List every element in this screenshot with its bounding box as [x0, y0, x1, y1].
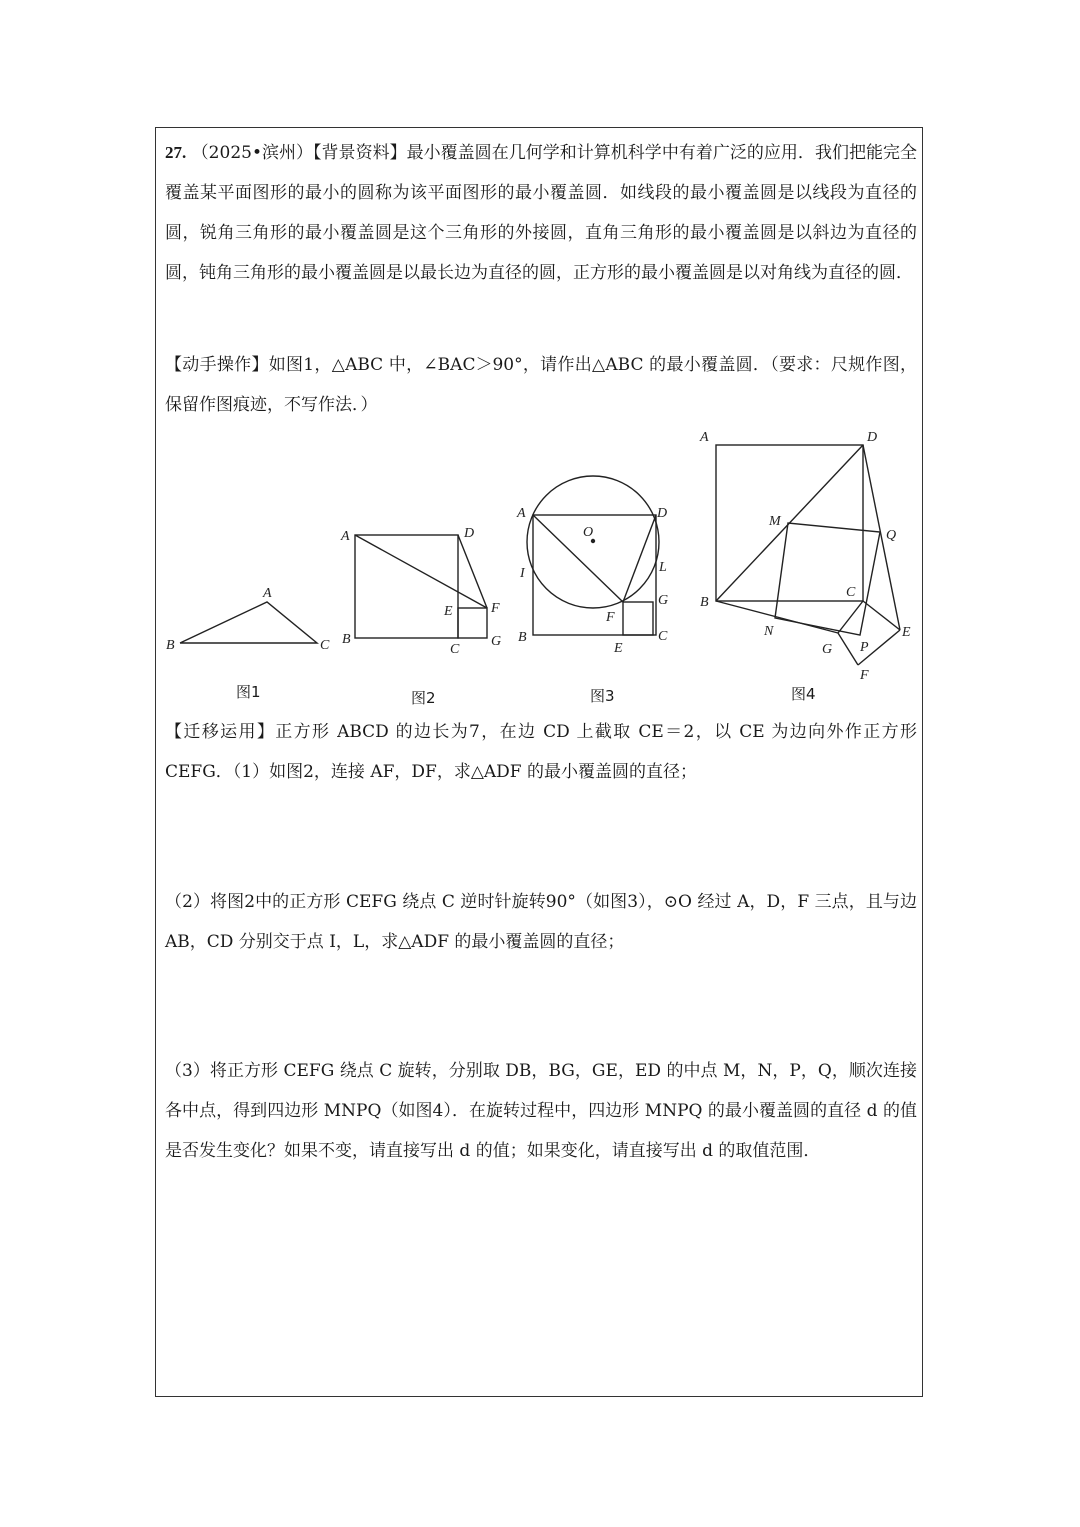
fig1-label-B: B [166, 638, 175, 653]
question-2-text: （2）将图2中的正方形 CEFG 绕点 C 逆时针旋转90°（如图3），⊙O 经过 A，D，F 三点，且与边 AB，CD 分别交于点 I，L，求△ADF 的最小覆盖圆的直径； [165, 892, 917, 952]
fig3-label-L: L [659, 560, 667, 575]
fig4-label-C: C [846, 585, 856, 600]
problem-number: 27. [165, 143, 187, 162]
caption-fig4: 图4 [791, 685, 816, 703]
caption-fig3: 图3 [590, 687, 615, 705]
transfer-tag: 【迁移运用】 [165, 722, 276, 742]
fig2-label-B: B [342, 632, 351, 647]
background-paragraph [165, 133, 917, 293]
fig1-label-A: A [263, 586, 272, 601]
question-3-text: （3）将正方形 CEFG 绕点 C 旋转，分别取 DB，BG，GE，ED 的中点 M，N，P，Q，顺次连接各中点，得到四边形 MNPQ（如图4）．在旋转过程中，四边形 MNPQ 的最小覆盖圆的直径 d 的值是否发生变化？如果不变，请直接写出 d 的值；如果变化，请直接写出 d 的取值范围． [165, 1061, 917, 1161]
fig4-label-N: N [764, 624, 774, 639]
fig3-label-F: F [606, 610, 615, 625]
fig1-triangle [180, 602, 317, 643]
question-3 [165, 1051, 917, 1171]
fig4-label-D: D [867, 430, 878, 445]
fig4-label-G: G [822, 642, 833, 657]
fig3-label-C: C [658, 629, 668, 644]
transfer-text: 正方形 ABCD 的边长为7，在边 CD 上截取 CE＝2，以 CE 为边向外作正方形 CEFG．（1）如图2，连接 AF，DF，求△ADF 的最小覆盖圆的直径； [165, 722, 918, 782]
fig3-label-A: A [517, 506, 526, 521]
fig4-label-F: F [860, 668, 869, 683]
fig3-label-G: G [658, 593, 669, 608]
operation-tag: 【动手操作】 [165, 355, 269, 375]
problem-source: （2025•滨州） [191, 143, 314, 163]
fig4-label-A: A [700, 430, 709, 445]
fig2-label-G: G [491, 634, 502, 649]
fig2-label-C: C [450, 642, 460, 657]
background-tag: 【背景资料】 [313, 143, 407, 163]
fig2-small-square [458, 608, 487, 638]
operation-paragraph [165, 345, 917, 425]
operation-text: 如图1，△ABC 中，∠BAC＞90°，请作出△ABC 的最小覆盖圆．（要求：尺规作图，保留作图痕迹，不写作法．） [165, 355, 918, 415]
fig4-mnpq [775, 523, 880, 635]
fig2-label-E: E [444, 604, 453, 619]
caption-fig1: 图1 [236, 683, 261, 701]
fig2-label-A: A [341, 529, 350, 544]
fig4-label-P: P [860, 640, 869, 655]
fig3-label-I: I [520, 566, 525, 581]
fig3-label-O: O [583, 525, 594, 540]
fig4-label-E: E [902, 625, 911, 640]
fig4-label-M: M [769, 514, 781, 529]
fig4-label-B: B [700, 595, 709, 610]
background-text: 最小覆盖圆在几何学和计算机科学中有着广泛的应用．我们把能完全覆盖某平面图形的最小的圆称为该平面图形的最小覆盖圆．如线段的最小覆盖圆是以线段为直径的圆，锐角三角形的最小覆盖圆是这个三角形的外接圆，直角三角形的最小覆盖圆是以斜边为直径的圆，钝角三角形的最小覆盖圆是以最长边为直径的圆，正方形的最小覆盖圆是以对角线为直径的圆． [165, 143, 918, 283]
fig2-label-F: F [491, 601, 500, 616]
fig2-square [355, 535, 458, 638]
figures [160, 425, 920, 715]
fig1-label-C: C [320, 638, 330, 653]
fig3-small-square [623, 602, 653, 635]
fig3-label-E: E [614, 641, 623, 656]
fig2-label-D: D [464, 526, 475, 541]
question-2 [165, 882, 917, 962]
transfer-paragraph [165, 712, 917, 792]
caption-fig2: 图2 [411, 689, 436, 707]
fig3-label-D: D [657, 506, 668, 521]
fig4-label-Q: Q [886, 528, 897, 543]
fig3-label-B: B [518, 630, 527, 645]
